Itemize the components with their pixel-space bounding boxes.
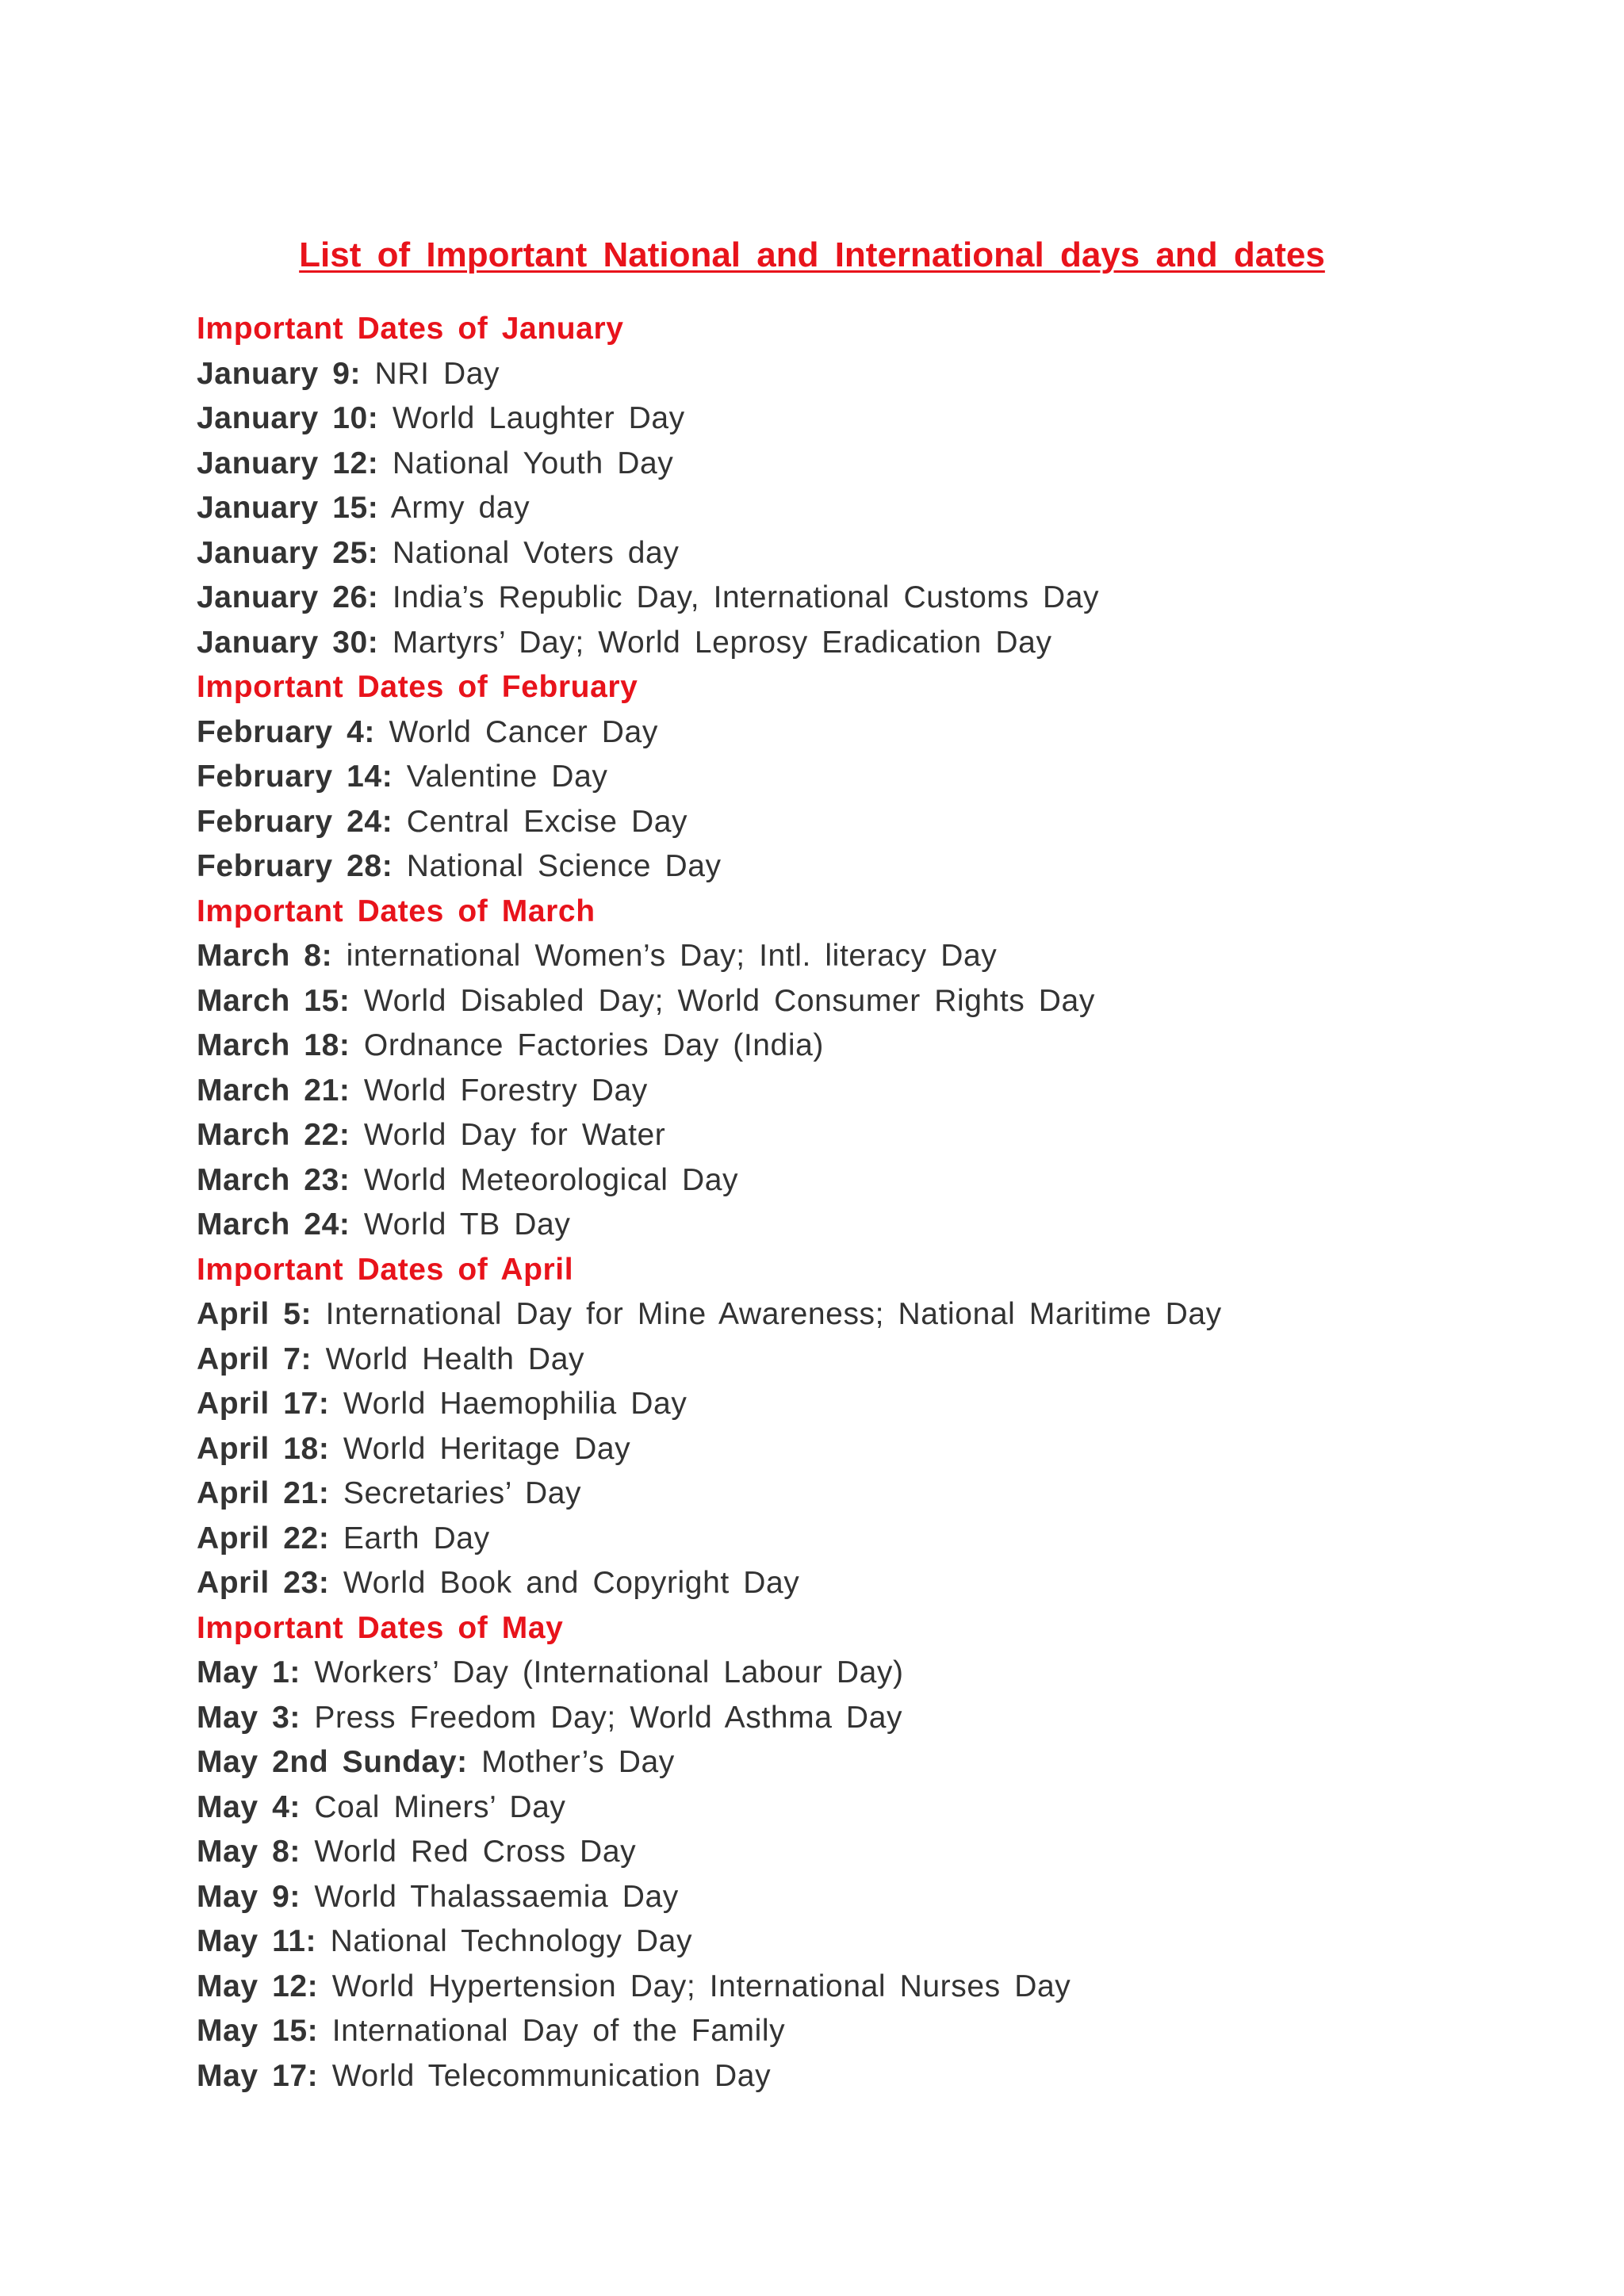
date-entry	[197, 2054, 1545, 2099]
date-entry	[197, 1292, 1545, 1337]
date-entry	[197, 442, 1545, 487]
entry-date: April 5:	[197, 1297, 312, 1331]
entry-description: National Youth Day	[392, 446, 674, 480]
date-entry	[197, 755, 1545, 800]
entry-description: Mother’s Day	[481, 1745, 675, 1779]
date-entry	[197, 800, 1545, 845]
entry-description: International Day for Mine Awareness; National Maritime Day	[325, 1297, 1222, 1331]
entries-list	[197, 934, 1545, 1248]
entry-description: NRI Day	[374, 356, 500, 391]
entry-description: Press Freedom Day; World Asthma Day	[314, 1700, 903, 1735]
month-section	[197, 890, 1545, 1248]
entry-description: Workers’ Day (International Labour Day)	[314, 1655, 904, 1689]
entry-description: Valentine Day	[406, 760, 608, 794]
entry-description: Secretaries’ Day	[343, 1476, 582, 1510]
date-entry	[197, 1875, 1545, 1920]
date-entry	[197, 1427, 1545, 1472]
entry-description: World Disabled Day; World Consumer Rights Day	[363, 983, 1095, 1018]
entry-description: World Day for Water	[363, 1118, 666, 1152]
entry-description: international Women’s Day; Intl. literacy Day	[346, 939, 998, 973]
entry-date: May 9:	[197, 1879, 301, 1914]
entry-date: April 18:	[197, 1431, 330, 1466]
entry-description: World Haemophilia Day	[343, 1387, 688, 1421]
date-entry	[197, 979, 1545, 1024]
entry-date: May 17:	[197, 2058, 319, 2093]
entry-description: World Cancer Day	[389, 714, 658, 749]
date-entry	[197, 1158, 1545, 1203]
entry-date: March 23:	[197, 1162, 350, 1197]
entry-date: January 15:	[197, 491, 379, 525]
entry-date: May 12:	[197, 1969, 319, 2003]
date-entry	[197, 1337, 1545, 1383]
section-heading: Important Dates of April	[197, 1252, 574, 1287]
date-entry	[197, 1069, 1545, 1114]
entry-date: May 15:	[197, 2014, 319, 2048]
entry-description: Coal Miners’ Day	[314, 1789, 566, 1824]
date-entry	[197, 1203, 1545, 1248]
entry-date: March 22:	[197, 1118, 350, 1152]
month-section	[197, 1606, 1545, 2099]
date-entry	[197, 1517, 1545, 1562]
entry-date: February 24:	[197, 804, 393, 839]
date-entry	[197, 1024, 1545, 1069]
entry-date: January 12:	[197, 446, 379, 480]
entry-date: February 4:	[197, 714, 376, 749]
date-entry	[197, 1382, 1545, 1427]
entry-description: World Laughter Day	[392, 401, 685, 435]
entries-list	[197, 1292, 1545, 1606]
entry-description: World Heritage Day	[343, 1431, 631, 1466]
date-entry	[197, 1785, 1545, 1831]
date-entry	[197, 2009, 1545, 2054]
entry-description: India’s Republic Day, International Customs Day	[392, 580, 1100, 614]
entry-description: World TB Day	[363, 1207, 571, 1242]
section-heading: Important Dates of May	[197, 1610, 564, 1645]
month-section	[197, 665, 1545, 890]
section-heading: Important Dates of March	[197, 894, 596, 928]
entry-date: May 8:	[197, 1835, 301, 1869]
entry-description: National Science Day	[406, 849, 722, 883]
entry-date: January 26:	[197, 580, 379, 614]
entry-date: January 9:	[197, 356, 362, 391]
date-entry	[197, 621, 1545, 666]
entry-description: International Day of the Family	[331, 2014, 786, 2048]
entry-date: March 15:	[197, 983, 350, 1018]
date-entry	[197, 844, 1545, 890]
entry-date: May 2nd Sunday:	[197, 1745, 468, 1779]
entry-date: April 23:	[197, 1566, 330, 1600]
entries-list	[197, 352, 1545, 666]
date-entry	[197, 1696, 1545, 1741]
entry-date: February 14:	[197, 760, 393, 794]
entry-date: May 3:	[197, 1700, 301, 1735]
entry-description: Army day	[390, 491, 530, 525]
entry-description: World Thalassaemia Day	[314, 1879, 679, 1914]
date-entry	[197, 352, 1545, 397]
page-title: List of Important National and International days and dates	[299, 235, 1325, 274]
entry-description: World Red Cross Day	[314, 1835, 637, 1869]
entry-date: January 25:	[197, 535, 379, 570]
date-entry	[197, 710, 1545, 756]
entry-date: February 28:	[197, 849, 393, 883]
entry-date: March 24:	[197, 1207, 350, 1242]
month-section	[197, 1248, 1545, 1606]
date-entry	[197, 531, 1545, 576]
date-entry	[197, 1651, 1545, 1696]
entry-description: World Book and Copyright Day	[343, 1566, 800, 1600]
entry-description: World Forestry Day	[363, 1073, 648, 1108]
entry-date: May 11:	[197, 1924, 317, 1958]
entry-date: April 7:	[197, 1341, 312, 1376]
entry-description: National Voters day	[392, 535, 680, 570]
entry-date: January 10:	[197, 401, 379, 435]
date-entry	[197, 1965, 1545, 2010]
date-entry	[197, 1830, 1545, 1875]
entries-list	[197, 1651, 1545, 2099]
date-entry	[197, 486, 1545, 531]
date-entry	[197, 1561, 1545, 1606]
date-entry	[197, 1740, 1545, 1785]
date-entry	[197, 1471, 1545, 1517]
date-entry	[197, 1919, 1545, 1965]
date-entry	[197, 1113, 1545, 1158]
entry-description: Ordnance Factories Day (India)	[363, 1028, 824, 1062]
entry-description: World Telecommunication Day	[331, 2058, 772, 2093]
entry-description: Martyrs’ Day; World Leprosy Eradication Day	[392, 625, 1052, 660]
date-entry	[197, 396, 1545, 442]
entry-date: April 22:	[197, 1521, 330, 1556]
entry-date: April 17:	[197, 1387, 330, 1421]
entry-date: March 8:	[197, 939, 333, 973]
entry-date: May 4:	[197, 1789, 301, 1824]
entry-date: March 18:	[197, 1028, 350, 1062]
entry-date: January 30:	[197, 625, 379, 660]
entry-date: May 1:	[197, 1655, 301, 1689]
section-heading: Important Dates of February	[197, 670, 638, 704]
date-entry	[197, 576, 1545, 621]
entries-list	[197, 710, 1545, 890]
entry-date: March 21:	[197, 1073, 350, 1108]
date-entry	[197, 934, 1545, 979]
entry-description: World Meteorological Day	[363, 1162, 739, 1197]
entry-description: Earth Day	[343, 1521, 490, 1556]
entry-description: Central Excise Day	[406, 804, 688, 839]
section-heading: Important Dates of January	[197, 312, 624, 346]
document-body	[197, 307, 1545, 2099]
entry-description: World Health Day	[325, 1341, 585, 1376]
entry-description: World Hypertension Day; International Nurses Day	[331, 1969, 1071, 2003]
entry-description: National Technology Day	[330, 1924, 693, 1958]
entry-date: April 21:	[197, 1476, 330, 1510]
month-section	[197, 307, 1545, 665]
